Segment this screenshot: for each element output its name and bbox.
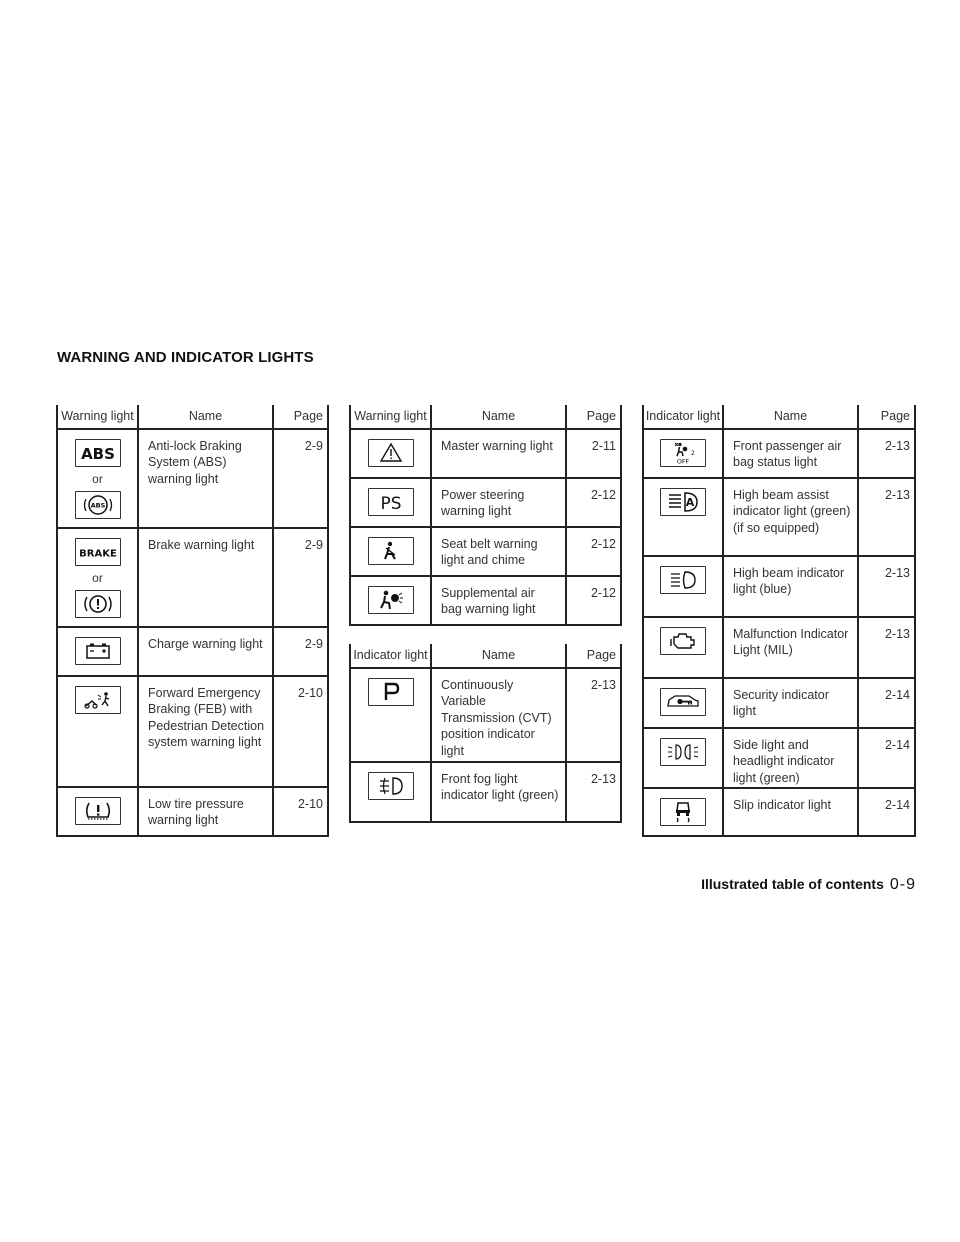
section-title: WARNING AND INDICATOR LIGHTS (57, 349, 314, 366)
table-row (350, 429, 621, 478)
light-name: Forward Emergency Braking (FEB) with Pedestrian Detection system warning light (138, 676, 273, 787)
table-row (643, 429, 915, 478)
table-row (643, 478, 915, 556)
header-indicator-light: Indicator light (350, 644, 431, 668)
power-steering-icon (368, 488, 414, 516)
page-ref: 2-9 (273, 627, 328, 676)
header-page: Page (566, 644, 621, 668)
page-ref: 2-10 (273, 676, 328, 787)
light-name: High beam indicator light (blue) (723, 556, 858, 617)
brake-text-icon (75, 538, 121, 566)
page-ref: 2-13 (858, 556, 915, 617)
light-name: Seat belt warning light and chime (431, 527, 566, 576)
abs-circle-icon (75, 491, 121, 519)
svg-text:A: A (685, 495, 695, 509)
seat-belt-icon (368, 537, 414, 565)
table-row (643, 556, 915, 617)
page-ref: 2-13 (858, 478, 915, 556)
page-ref: 2-9 (273, 429, 328, 528)
svg-text:ABS: ABS (80, 444, 115, 463)
light-name: Malfunction Indicator Light (MIL) (723, 617, 858, 678)
page-ref: 2-9 (273, 528, 328, 627)
header-name: Name (431, 405, 566, 429)
table-header (643, 405, 915, 429)
light-name: Charge warning light (138, 627, 273, 676)
front-fog-light-icon (368, 772, 414, 800)
brake-circle-exclamation-icon (75, 590, 121, 618)
table-row (643, 678, 915, 728)
engine-check-icon (660, 627, 706, 655)
header-name: Name (138, 405, 273, 429)
passenger-airbag-off-icon (660, 439, 706, 467)
indicator-lights-table-4 (642, 405, 916, 837)
tire-pressure-icon (75, 797, 121, 825)
table-header (350, 644, 621, 668)
table-row (57, 528, 328, 627)
header-warning-light: Warning light (57, 405, 138, 429)
svg-text:ABS: ABS (90, 501, 105, 509)
header-indicator-light: Indicator light (643, 405, 723, 429)
light-name: Anti-lock Braking System (ABS) warning light (138, 429, 273, 528)
light-name: Master warning light (431, 429, 566, 478)
header-page: Page (273, 405, 328, 429)
abs-icon (75, 439, 121, 467)
header-page: Page (566, 405, 621, 429)
table-row (643, 788, 915, 836)
svg-text:2: 2 (691, 449, 695, 457)
table-row (350, 527, 621, 576)
light-name: Side light and headlight indicator light (green) (723, 728, 858, 788)
page-ref: 2-12 (566, 527, 621, 576)
page-ref: 2-14 (858, 788, 915, 836)
table-row (57, 627, 328, 676)
table-row (643, 728, 915, 788)
light-name: Slip indicator light (723, 788, 858, 836)
page-ref: 2-14 (858, 678, 915, 728)
page-ref: 2-13 (858, 429, 915, 478)
light-name: Front passenger air bag status light (723, 429, 858, 478)
header-warning-light: Warning light (350, 405, 431, 429)
warning-lights-table-1 (56, 405, 329, 837)
cvt-position-p-icon (368, 678, 414, 706)
warning-lights-table-2 (349, 405, 622, 626)
table-row (350, 762, 621, 822)
footer-section-title: Illustrated table of contents (701, 876, 884, 892)
high-beam-icon (660, 566, 706, 594)
header-page: Page (858, 405, 915, 429)
slip-indicator-icon (660, 798, 706, 826)
page-ref: 2-13 (566, 762, 621, 822)
header-name: Name (723, 405, 858, 429)
page-ref: 2-10 (273, 787, 328, 836)
or-label: or (92, 471, 103, 486)
high-beam-assist-icon (660, 488, 706, 516)
or-label: or (92, 570, 103, 585)
forward-emergency-braking-icon (75, 686, 121, 714)
page-ref: 2-14 (858, 728, 915, 788)
table-row (350, 668, 621, 762)
light-name: Front fog light indicator light (green) (431, 762, 566, 822)
light-name: Supplemental air bag warning light (431, 576, 566, 625)
table-header (350, 405, 621, 429)
table-row (643, 617, 915, 678)
indicator-lights-table-3 (349, 644, 622, 823)
light-name: High beam assist indicator light (green) (if so equipped) (723, 478, 858, 556)
master-warning-triangle-icon (368, 439, 414, 467)
table-row (350, 478, 621, 527)
airbag-icon (368, 586, 414, 614)
page-ref: 2-13 (858, 617, 915, 678)
table-header (57, 405, 328, 429)
table-row (57, 429, 328, 528)
table-row (57, 787, 328, 836)
svg-text:BRAKE: BRAKE (78, 548, 117, 559)
table-row (350, 576, 621, 625)
page-footer (701, 876, 916, 894)
page-ref: 2-12 (566, 576, 621, 625)
svg-text:PS: PS (379, 493, 402, 514)
security-car-key-icon (660, 688, 706, 716)
light-name: Security indicator light (723, 678, 858, 728)
page-ref: 2-13 (566, 668, 621, 762)
light-name: Brake warning light (138, 528, 273, 627)
light-name: Low tire pressure warning light (138, 787, 273, 836)
footer-page-number: 0-9 (889, 876, 916, 893)
battery-icon (75, 637, 121, 665)
table-row (57, 676, 328, 787)
side-light-headlight-icon (660, 738, 706, 766)
page-ref: 2-12 (566, 478, 621, 527)
svg-text:OFF: OFF (676, 457, 690, 465)
light-name: Power steering warning light (431, 478, 566, 527)
light-name: Continuously Variable Transmission (CVT) position indicator light (431, 668, 566, 762)
page-ref: 2-11 (566, 429, 621, 478)
header-name: Name (431, 644, 566, 668)
